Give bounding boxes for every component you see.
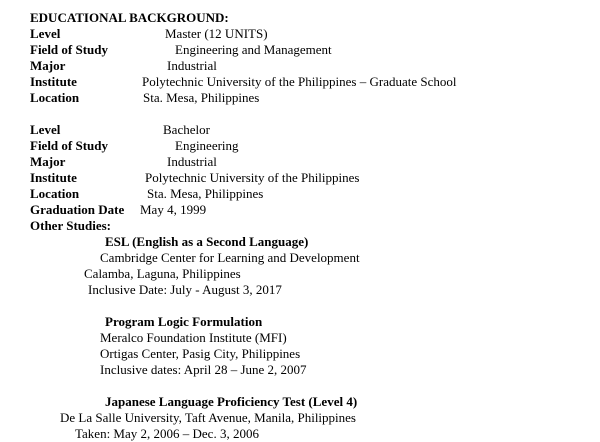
- study-line-row: [0, 330, 600, 346]
- field-row: [0, 42, 600, 58]
- field-row: [0, 26, 600, 42]
- field-value: Polytechnic University of the Philippines – Graduate School: [142, 74, 457, 89]
- field-label: Major: [30, 58, 66, 73]
- field-label: Level: [30, 122, 61, 137]
- field-value: Polytechnic University of the Philippines: [145, 170, 360, 185]
- field-label: Level: [30, 26, 61, 41]
- field-row: [0, 122, 600, 138]
- field-row: [0, 90, 600, 106]
- field-label: Institute: [30, 74, 77, 89]
- study-line-row: [0, 282, 600, 298]
- study-line-row: [0, 250, 600, 266]
- study-line: Calamba, Laguna, Philippines: [84, 266, 241, 281]
- study-line-row: [0, 410, 600, 426]
- blank-line: [0, 378, 600, 394]
- study-line: Taken: May 2, 2006 – Dec. 3, 2006: [75, 426, 259, 441]
- section-heading-row: [0, 10, 600, 26]
- field-value: Sta. Mesa, Philippines: [143, 90, 260, 105]
- study-title-row: [0, 314, 600, 330]
- field-label: Institute: [30, 170, 77, 185]
- field-label: Field of Study: [30, 42, 109, 57]
- study-line: De La Salle University, Taft Avenue, Manila, Philippines: [60, 410, 356, 425]
- field-row: [0, 186, 600, 202]
- field-row: [0, 58, 600, 74]
- blank-line: [0, 106, 600, 122]
- field-label: Field of Study: [30, 138, 109, 153]
- field-value: Sta. Mesa, Philippines: [147, 186, 264, 201]
- study-line-row: [0, 362, 600, 378]
- other-studies-heading: Other Studies:: [30, 218, 112, 233]
- field-row: [0, 170, 600, 186]
- field-value: Engineering and Management: [175, 42, 332, 57]
- field-value: Master (12 UNITS): [165, 26, 268, 41]
- field-label: Location: [30, 90, 80, 105]
- field-row: [0, 202, 600, 218]
- field-label: Location: [30, 186, 80, 201]
- field-row: [0, 154, 600, 170]
- field-label: Graduation Date: [30, 202, 125, 217]
- blank-line: [0, 298, 600, 314]
- study-line: Ortigas Center, Pasig City, Philippines: [100, 346, 301, 361]
- field-row: [0, 74, 600, 90]
- other-studies-heading-row: [0, 218, 600, 234]
- study-title-row: [0, 234, 600, 250]
- field-value: May 4, 1999: [140, 202, 207, 217]
- study-line-row: [0, 346, 600, 362]
- study-title: ESL (English as a Second Language): [105, 234, 309, 249]
- study-line: Inclusive dates: April 28 – June 2, 2007: [100, 362, 307, 377]
- study-line: Inclusive Date: July - August 3, 2017: [88, 282, 282, 297]
- study-title: Japanese Language Proficiency Test (Level 4): [105, 394, 358, 409]
- field-row: [0, 138, 600, 154]
- study-title-row: [0, 394, 600, 410]
- field-value: Bachelor: [163, 122, 210, 137]
- study-title: Program Logic Formulation: [105, 314, 263, 329]
- field-value: Industrial: [167, 58, 217, 73]
- field-value: Engineering: [175, 138, 239, 153]
- study-line-row: [0, 266, 600, 282]
- field-label: Major: [30, 154, 66, 169]
- section-heading: EDUCATIONAL BACKGROUND:: [30, 10, 229, 25]
- study-line: Meralco Foundation Institute (MFI): [100, 330, 287, 345]
- field-value: Industrial: [167, 154, 217, 169]
- study-line: Cambridge Center for Learning and Development: [100, 250, 360, 265]
